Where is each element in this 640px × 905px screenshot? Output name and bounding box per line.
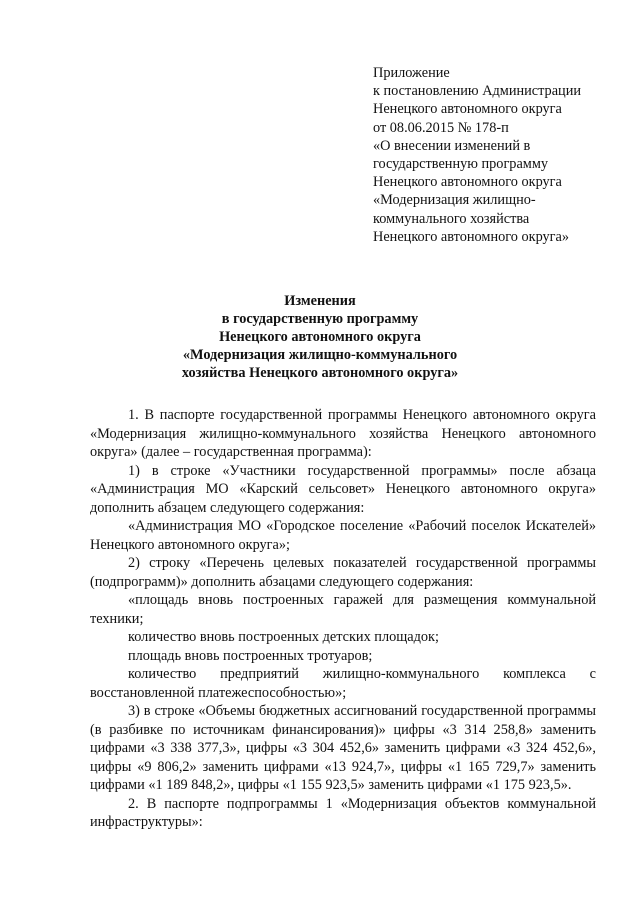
paragraph: площадь вновь построенных тротуаров; [128,647,373,664]
paragraph: 2. В паспорте подпрограммы 1 «Модернизация объектов коммунальной инфраструктуры»: [90,795,596,830]
appendix-line: Ненецкого автономного округа» [373,228,570,245]
appendix-line: Приложение [373,65,450,81]
title-line: в государственную программу [221,311,419,327]
paragraph: количество предприятий жилищно-коммунального комплекса с восстановленной платежеспособностью»; [90,666,596,701]
paragraph: 2) строку «Перечень целевых показателей государственной программы (подпрограмм)» дополнить абзацами следующего содержания: [90,555,596,590]
paragraph: «площадь вновь построенных гаражей для размещения коммунальной техники; [90,592,596,627]
appendix-line: «Модернизация жилищно- [373,192,536,209]
appendix-header [373,64,623,246]
appendix-line: «О внесении изменений в [373,137,531,154]
title-line: Ненецкого автономного округа [219,329,421,345]
title-line: Изменения [284,293,356,309]
title-line: «Модернизация жилищно-коммунального [182,347,458,363]
document-title [60,292,580,382]
appendix-line: Ненецкого автономного округа [373,174,562,191]
appendix-line: от 08.06.2015 № 178-п [373,119,509,136]
paragraph: количество вновь построенных детских площадок; [128,629,439,645]
paragraph: «Администрация МО «Городское поселение «Рабочий поселок Искателей» Ненецкого автономного округа»; [90,518,596,553]
paragraph: 1. В паспорте государственной программы Ненецкого автономного округа «Модернизация жилищно-коммунального хозяйства Ненецкого автономного округа» (далее – государственная программа): [90,407,596,460]
appendix-line: к постановлению Администрации [373,83,582,100]
paragraph: 3) в строке «Объемы бюджетных ассигнований государственной программы (в разбивке по источникам финансирования)» цифры «3 314 258,8» заменить цифрами «3 338 377,3», цифры «3 304 452,6» заменить цифрами «3 324 452,6», цифры «9 806,2» заменить цифрами «13 924,7», цифры «1 165 729,7» заменить цифрами «1 189 848,2», цифры «1 155 923,5» заменить цифрами «1 175 923,5». [90,703,596,793]
document-body [90,406,596,832]
appendix-line: Ненецкого автономного округа [373,101,562,118]
appendix-line: государственную программу [373,156,549,173]
paragraph: 1) в строке «Участники государственной программы» после абзаца «Администрация МО «Карский сельсовет» Ненецкого автономного округа» дополнить абзацем следующего содержания: [90,462,596,516]
title-line: хозяйства Ненецкого автономного округа» [181,365,459,381]
appendix-line: коммунального хозяйства [373,210,530,227]
